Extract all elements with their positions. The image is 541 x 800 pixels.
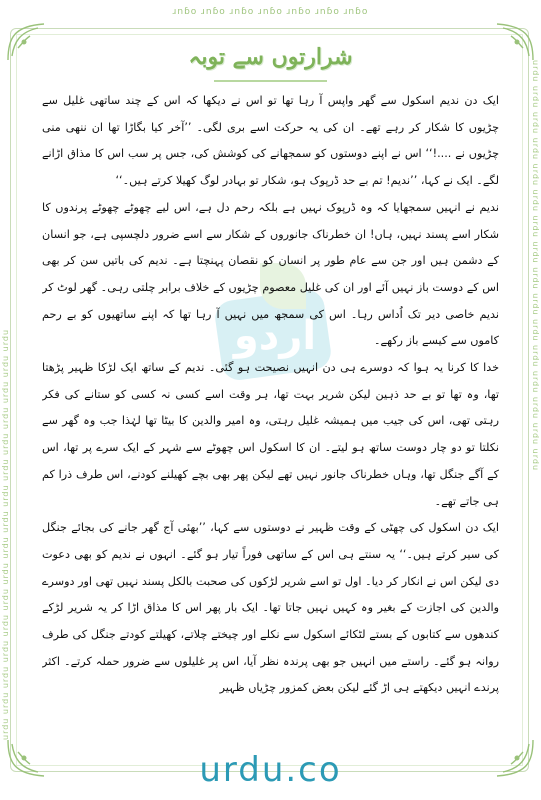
paragraph: خدا کا کرنا یہ ہوا کہ دوسرے ہی دن انہیں نصیحت ہو گئی۔ ندیم کے ساتھ ایک لڑکا ظہیر پڑھتا تھا، وہ تھا تو بے حد ذہین لیکن شریر بہت تھا، ہر وقت اسے کسی نہ کسی کو ستانے کی فکر رہتی تھی، اس کی جیب میں ہمیشہ غلیل رہتی، وہ امیر والدین کا بیٹا تھا لہٰذا جب وہ گھر سے نکلتا تو دو چار دوست ساتھ ہو لیتے۔ ان کا اسکول اس چھوٹے سے شہر کے ایک سرے پر تھا، اس کے آگے جنگل تھا، وہاں خطرناک جانور نہیں تھے لیکن پھر بھی بچے کھیلنے کودنے، اس طرف ذرا کم ہی جاتے تھے۔ [42, 361, 499, 508]
title-underline [214, 80, 327, 82]
page-title: شرارتوں سے توبہ [188, 44, 353, 70]
side-watermark-strip-left: urdu urdu urdu urdu urdu urdu urdu urdu urdu urdu urdu urdu urdu urdu urdu urdu [1, 328, 10, 740]
header-watermark-strip: ɹnɓo ɹnɓo ɹnɓo ɹnɓo ɹnɓo ɹnɓo ɹnɓo [172, 7, 369, 17]
side-watermark-strip-right: urdu urdu urdu urdu urdu urdu urdu urdu urdu urdu urdu urdu urdu urdu urdu urdu [531, 60, 540, 472]
footer-logo: urdu.co [199, 750, 342, 790]
paragraph: ندیم نے انہیں سمجھایا کہ وہ ڈرپوک نہیں ہے بلکہ رحم دل ہے، اس لیے چھوٹے چھوٹے پرندوں کا شکار اسے پسند نہیں، ہاں! ان خطرناک جانوروں کے شکار سے اسے ضرور دلچسپی ہے، جو انسان کے دشمن ہیں اور جن سے عام طور پر انسان کو نقصان پہنچتا ہے۔ ندیم کی باتیں سن کر بھی اس کے دوست باز نہیں آئے اور ان کی غلیل معصوم چڑیوں کے خلاف برابر چلتی رہی۔ گھر لوٹ کر ندیم خاصی دیر تک اُداس رہا۔ اس کی سمجھ میں نہیں آ رہا تھا کہ اپنے ساتھیوں کو بے رحم کاموں سے کیسے باز رکھے۔ [42, 200, 499, 348]
paragraph: ایک دن ندیم اسکول سے گھر واپس آ رہا تھا تو اس نے دیکھا کہ اس کے چند ساتھی غلیل سے چڑیوں کا شکار کر رہے تھے۔ ان کی یہ حرکت اسے بری لگی۔ ’’آخر کیا بگاڑا تھا ان ننھی منی چڑیوں نے ....!‘‘ اس نے اپنے دوستوں کو سمجھانے کی کوشش کی، جس پر سب اس کا مذاق اڑانے لگے۔ ایک نے کہا، ’’ندیم! تم بے حد ڈرپوک ہو، شکار تو بہادر لوگ کھیلا کرتے ہیں۔‘‘ [42, 94, 499, 188]
watermark-text: اردو [233, 313, 317, 359]
article-body [42, 88, 499, 748]
paragraph: ایک دن اسکول کی چھٹی کے وقت ظہیر نے دوستوں سے کہا، ’’بھئی آج گھر جانے کی بجائے جنگل کی سیر کرتے ہیں۔‘‘ یہ سنتے ہی اس کے ساتھی فوراً تیار ہو گئے۔ انہوں نے ندیم کو بھی دعوت دی لیکن اس نے انکار کر دیا۔ اول تو اسے شریر لڑکوں کی صحبت بالکل پسند نہیں تھی اور دوسرے والدین کی اجازت کے بغیر وہ کہیں نہیں جاتا تھا۔ ایک بار پھر اس کا مذاق اڑا کر یہ شریر لڑکے کندھوں سے کتابوں کے بستے لٹکائے اسکول سے نکلے اور چیختے چلاتے، کھیلتے کودتے جنگل کی طرف روانہ ہو گئے۔ راستے میں انہیں جو بھی پرندہ نظر آیا، اس پر غلیلوں سے ضرور حملہ کرتے۔ اکثر پرندے انہیں دیکھتے ہی اڑ گئے لیکن بعض کمزور چڑیاں ظہیر [42, 521, 499, 695]
